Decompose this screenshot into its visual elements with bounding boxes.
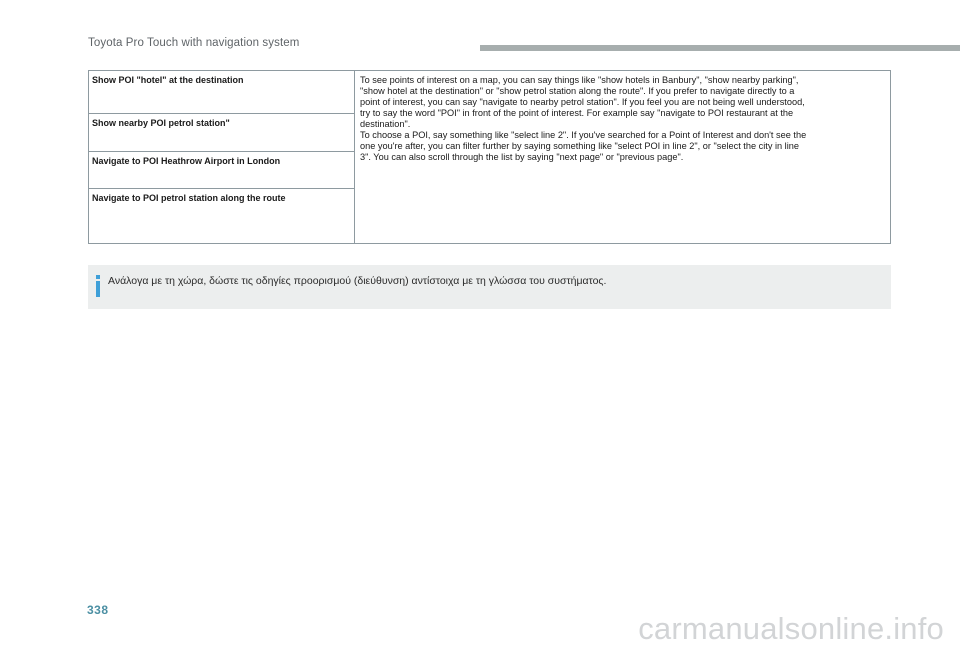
command-cell: Show nearby POI petrol station" <box>89 114 354 152</box>
description-line: "show hotel at the destination" or "show petrol station along the route". If you prefer to navigate directly to a <box>360 86 795 96</box>
watermark: carmanualsonline.info <box>638 611 944 646</box>
command-cell: Show POI "hotel" at the destination <box>89 71 354 114</box>
description-line: To see points of interest on a map, you can say things like "show hotels in Banbury", "show nearby parking", <box>360 75 799 85</box>
description-line: To choose a POI, say something like "select line 2". If you've searched for a Point of Interest and don't see the <box>360 130 807 140</box>
section-title: Toyota Pro Touch with navigation system <box>88 37 300 49</box>
commands-column <box>89 71 355 243</box>
command-cell: Navigate to POI Heathrow Airport in London <box>89 152 354 189</box>
voice-commands-table <box>88 70 891 244</box>
description-line: try to say the word "POI" in front of the point of interest. For example say "navigate to POI restaurant at the <box>360 108 794 118</box>
description-line: destination". <box>360 119 411 129</box>
info-note <box>88 265 891 309</box>
header-bar <box>480 45 960 51</box>
description-line: 3". You can also scroll through the list by saying "next page" or "previous page". <box>360 152 684 162</box>
info-icon <box>93 275 103 297</box>
description-cell <box>355 71 890 243</box>
description-line: point of interest, you can say "navigate to nearby petrol station". If you feel you are not being well understood, <box>360 97 805 107</box>
page-number: 338 <box>87 603 109 617</box>
note-text: Ανάλογα με τη χώρα, δώστε τις οδηγίες προορισμού (διεύθυνση) αντίστοιχα με τη γλώσσα του συστήματος. <box>108 275 607 287</box>
description-line: one you're after, you can filter further by saying something like "select POI in line 2", or "select the city in line <box>360 141 799 151</box>
command-cell: Navigate to POI petrol station along the route <box>92 193 286 203</box>
